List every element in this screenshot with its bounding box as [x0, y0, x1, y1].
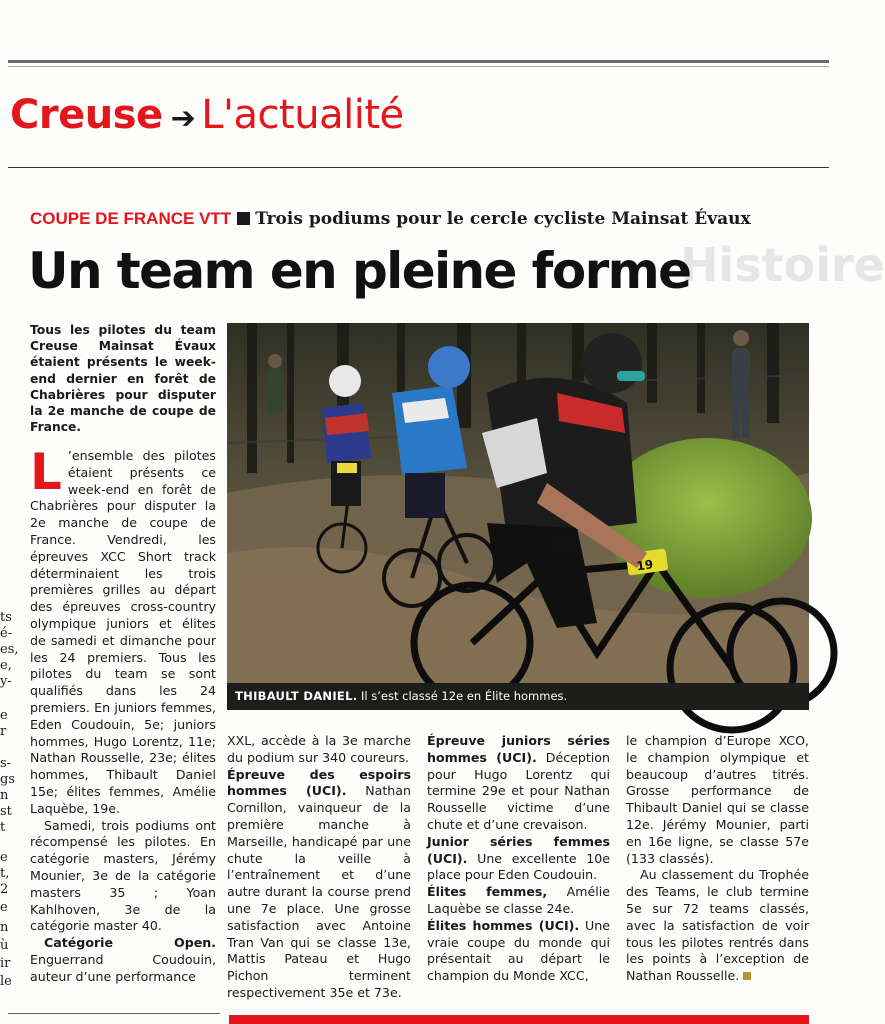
article-column-2	[227, 733, 411, 1002]
paragraph	[427, 834, 610, 884]
paragraph-text: Déception pour Hugo Lorentz qui termine 29e et pour Nathan Rousselle victime d’une chute et d’une crevaison.	[427, 749, 610, 832]
paragraph	[626, 867, 809, 985]
next-article-red-band	[229, 1015, 809, 1024]
edge-fragment: n	[0, 920, 9, 935]
subhead: Junior séries femmes (UCI).	[427, 833, 610, 866]
section-rule	[8, 167, 829, 168]
edge-fragment: st	[0, 804, 12, 819]
top-rule-thin	[8, 66, 829, 67]
edge-fragment: n	[0, 788, 9, 803]
subhead: Épreuve juniors séries hommes (UCI).	[427, 733, 610, 765]
edge-fragment: e	[0, 708, 8, 723]
article-column-4	[626, 733, 809, 985]
paragraph: XXL, accède à la 3e marche du podium sur 340 coureurs.	[227, 733, 411, 765]
article-column-3	[427, 733, 610, 985]
article-column-1	[30, 443, 216, 986]
edge-fragment: t	[0, 820, 6, 835]
kicker-rubric: COUPE DE FRANCE VTT	[30, 209, 232, 228]
paragraph	[427, 884, 610, 918]
caption-name: THIBAULT DANIEL.	[235, 689, 358, 703]
square-bullet-icon	[237, 212, 250, 225]
edge-fragment: gs	[0, 772, 15, 787]
edge-fragment: ts	[0, 610, 12, 625]
edge-fragment: ù	[0, 938, 9, 953]
end-mark-icon	[743, 972, 751, 980]
section-label: L'actualité	[201, 92, 404, 138]
drop-cap: L	[30, 443, 62, 501]
paragraph-text: Au classement du Trophée des Teams, le club termine 5e sur 72 teams classés, avec la satisfaction de voir tous les pilotes rentrés dans les points à l’exception de Nathan Rousselle.	[626, 867, 809, 984]
bib-number: 19	[635, 557, 655, 574]
subhead: Épreuve des espoirs hommes (UCI).	[227, 766, 411, 799]
mountain-bike-race-photo	[227, 323, 809, 683]
paragraph	[427, 733, 610, 834]
adjacent-article-edge	[0, 320, 19, 1010]
paragraph-text: Nathan Cornillon, vainqueur de la première manche à Marseille, handicapé par une chute la veille à l’entraînement et d’une autre durant la course prend une 7e place. Une grosse satisfaction avec Antoine Tran Van qui se classe 13e, Mattis Pateau et Hugo Pichon terminent respectivement 35e et 73e.	[227, 783, 411, 1000]
section-header	[10, 92, 404, 138]
paragraph	[30, 443, 216, 818]
subhead: Catégorie Open.	[44, 935, 216, 951]
section-name: Creuse	[10, 92, 163, 138]
edge-fragment: es,	[0, 642, 19, 657]
edge-fragment: é-	[0, 626, 13, 641]
headline: Un team en pleine forme	[28, 242, 691, 300]
edge-fragment: s-	[0, 756, 12, 771]
subhead: Élites femmes,	[427, 884, 548, 900]
photo-caption	[227, 683, 809, 710]
bottom-rule	[8, 1013, 220, 1014]
edge-fragment: e,	[0, 658, 12, 673]
paragraph: le champion d’Europe XCO, le champion olympique et beaucoup d’autres titrés. Grosse performance de Thibault Daniel qui se classe 12e. Jérémy Mounier, parti en 16e ligne, se classe 57e (133 classés).	[626, 733, 809, 866]
kicker	[30, 209, 751, 229]
paragraph: Samedi, trois podiums ont récompensé les pilotes. En catégorie masters, Jérémy Mounier, 3e de la catégorie masters 35 ; Yoan Kahlhoven, 3e de la catégorie master 40.	[30, 817, 216, 934]
edge-fragment: ir	[0, 956, 11, 971]
ghost-headline-bleed: Histoire	[680, 238, 885, 292]
edge-fragment: t,	[0, 866, 10, 881]
paragraph-text: ’ensemble des pilotes étaient présents ce week-end en forêt de Chabrières pour disputer la 2e manche de coupe de France. Vendredi, les épreuves XCC Short track déterminaient les trois premières grilles au départ des épreuves cross-country olympique juniors et élites de samedi et dimanche pour les 24 premiers. Tous les pilotes du team se sont qualifiés dans les 24 premiers. En juniors femmes, Eden Coudouin, 5e; juniors hommes, Hugo Lorentz, 11e; Nathan Rousselle, 23e; élites hommes, Thibault Daniel 15e; élites femmes, Amélie Laquèbe, 19e.	[30, 448, 216, 816]
kicker-subtitle: Trois podiums pour le cercle cycliste Mainsat Évaux	[255, 209, 751, 229]
edge-fragment: r	[0, 724, 7, 739]
edge-fragment: y-	[0, 674, 12, 689]
paragraph-text: Une excellente 10e place pour Eden Coudouin.	[427, 850, 610, 883]
paragraph-text: Une vraie coupe du monde qui présentait au départ le champion du Monde XCC,	[427, 917, 610, 984]
paragraph-text: Amélie Laquèbe se classe 24e.	[427, 884, 610, 916]
caption-text: Il s’est classé 12e en Élite hommes.	[357, 689, 568, 703]
arrow-right-icon: ➔	[170, 101, 196, 136]
paragraph	[30, 935, 216, 985]
edge-fragment: le	[0, 974, 12, 989]
top-rule	[8, 60, 829, 63]
article-photo	[227, 323, 809, 683]
subhead: Élites hommes (UCI).	[427, 917, 580, 933]
paragraph	[227, 767, 411, 1002]
article-lead: Tous les pilotes du team Creuse Mainsat Évaux étaient présents le week-end dernier en forêt de Chabrières pour disputer la 2e manche de coupe de France.	[30, 323, 216, 435]
edge-fragment: e	[0, 900, 8, 915]
paragraph-text: Enguerrand Coudouin, auteur d’une performance	[30, 951, 216, 984]
paragraph	[427, 918, 610, 985]
edge-fragment: 2	[0, 882, 9, 897]
edge-fragment: e	[0, 850, 8, 865]
